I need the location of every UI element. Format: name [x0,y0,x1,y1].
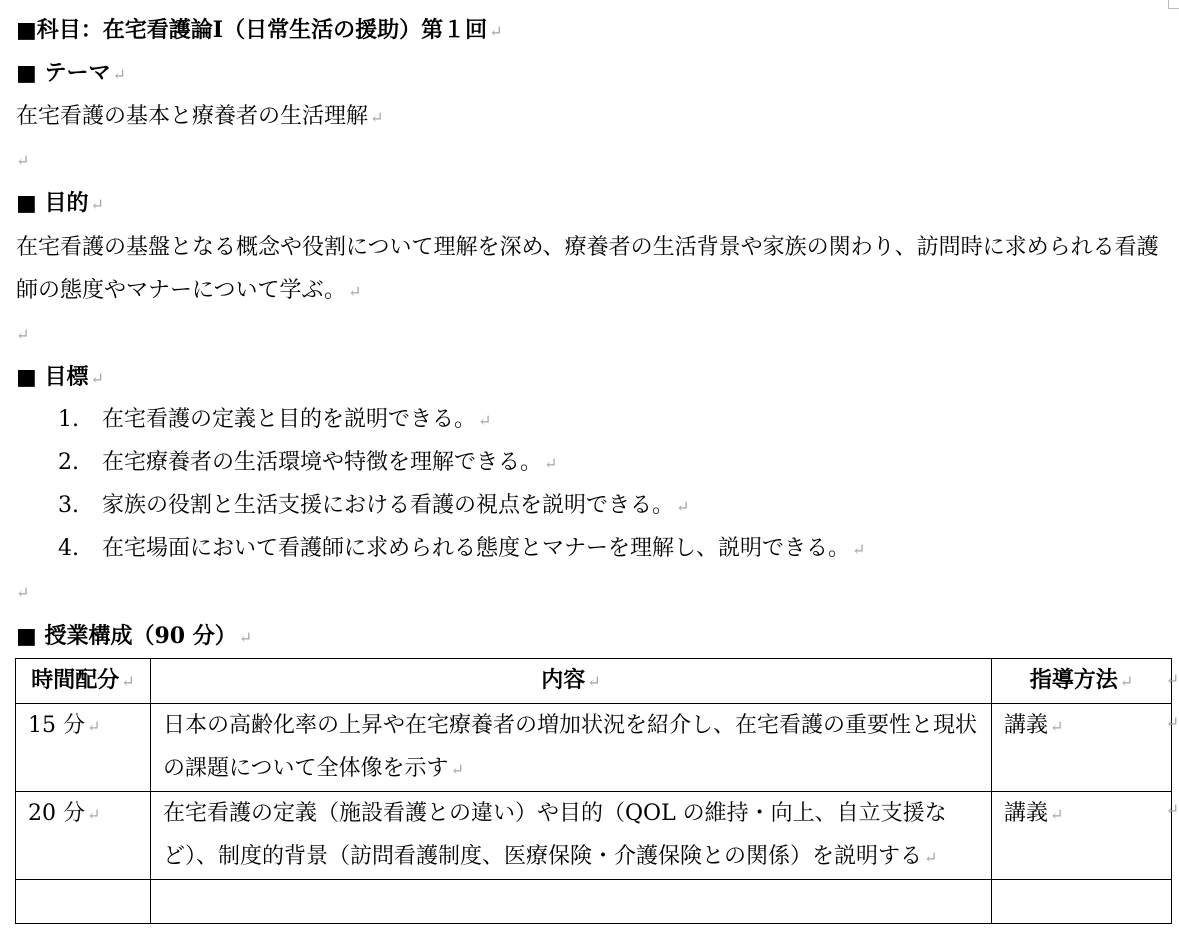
table-header-content [151,659,992,704]
method-value: 講義 [1004,713,1049,738]
paragraph-mark-icon: ↵ [1050,717,1064,736]
paragraph-mark-icon: ↵ [16,325,30,344]
class-structure-table [15,658,1172,924]
paragraph-mark-icon: ↵ [87,717,101,736]
table-cell-content [151,704,992,792]
paragraph-mark-icon: ↵ [489,22,503,41]
goal-number: 3. [58,493,79,518]
table-cell-time [16,880,151,924]
paragraph-mark-icon: ↵ [87,805,101,824]
purpose-text-content: 在宅看護の基盤となる概念や役割について理解を深め、療養者の生活背景や家族の関わり、訪問時に求められる看護師の態度やマナーについて学ぶ。 [16,235,1159,303]
table-cell-time [16,792,151,880]
table-header-time-label: 時間配分 [31,667,120,693]
goal-number: 2. [58,450,79,475]
paragraph-mark-icon: ↵ [1050,805,1064,824]
empty-paragraph [16,146,29,175]
theme-text [16,103,383,132]
paragraph-mark-icon: ↵ [112,65,126,84]
goal-number: 1. [58,407,79,432]
page-corner-mark [1168,0,1179,9]
row-end-mark-icon: ↵ [1165,713,1179,732]
structure-heading-text: ■ 授業構成（90 分） [16,623,237,649]
method-value: 講義 [1004,801,1049,826]
table-row [16,704,1172,792]
structure-heading [16,622,252,652]
table-cell-method [992,704,1172,792]
paragraph-mark-icon: ↵ [90,195,104,214]
purpose-text [16,226,1176,313]
table-cell-content [151,880,992,924]
purpose-heading [16,189,104,219]
table-cell-method [992,880,1172,924]
table-header-content-label: 内容 [541,667,586,693]
goal-item [58,449,557,478]
paragraph-mark-icon: ↵ [238,628,253,647]
empty-paragraph [16,320,29,349]
row-end-mark-icon: ↵ [1165,800,1179,819]
goals-heading [16,363,104,393]
table-row [16,880,1172,924]
paragraph-mark-icon: ↵ [450,760,464,779]
goal-number: 4. [58,536,79,561]
content-value: 日本の高齢化率の上昇や在宅療養者の増加状況を紹介し、在宅看護の重要性と現状の課題について全体像を示す [163,713,978,781]
table-header-method [992,659,1172,704]
paragraph-mark-icon: ↵ [16,151,30,170]
paragraph-mark-icon: ↵ [676,497,690,516]
paragraph-mark-icon: ↵ [16,583,30,602]
paragraph-mark-icon: ↵ [348,282,362,301]
table-header-method-label: 指導方法 [1029,667,1118,693]
paragraph-mark-icon: ↵ [121,672,135,691]
paragraph-mark-icon: ↵ [544,454,558,473]
purpose-heading-text: ■ 目的 [16,190,89,216]
paragraph-mark-icon: ↵ [1119,672,1134,691]
empty-paragraph [16,578,29,607]
goal-text: 在宅療養者の生活環境や特徴を理解できる。 [102,450,543,475]
content-value: 在宅看護の定義（施設看護との違い）や目的（QOL の維持・向上、自立支援など）、制度的背景（訪問看護制度、医療保険・介護保険との関係）を説明する [163,801,947,869]
goal-item [58,406,491,435]
table-header-time [16,659,151,704]
table-cell-content [151,792,992,880]
paragraph-mark-icon: ↵ [90,369,104,388]
paragraph-mark-icon: ↵ [478,411,492,430]
theme-heading [16,59,126,89]
subject-heading [16,16,503,46]
goal-text: 家族の役割と生活支援における看護の視点を説明できる。 [102,493,675,518]
goals-heading-text: ■ 目標 [16,364,89,390]
table-row [16,792,1172,880]
paragraph-mark-icon: ↵ [924,848,938,867]
time-value: 15 分 [28,713,85,738]
theme-heading-text: ■ テーマ [16,60,111,86]
time-value: 20 分 [28,801,85,826]
paragraph-mark-icon: ↵ [587,672,601,691]
row-end-mark-icon: ↵ [1165,670,1179,689]
goal-text: 在宅看護の定義と目的を説明できる。 [102,407,477,432]
goal-item [58,492,689,521]
paragraph-mark-icon: ↵ [852,540,866,559]
theme-text-content: 在宅看護の基本と療養者の生活理解 [16,104,369,129]
subject-heading-text: ■科目：在宅看護論Ⅰ（日常生活の援助）第１回 [16,17,488,43]
table-cell-method [992,792,1172,880]
goal-item [58,535,865,564]
table-cell-time [16,704,151,792]
paragraph-mark-icon: ↵ [370,108,384,127]
table-header-row [16,659,1172,704]
goal-text: 在宅場面において看護師に求められる態度とマナーを理解し、説明できる。 [102,536,851,561]
